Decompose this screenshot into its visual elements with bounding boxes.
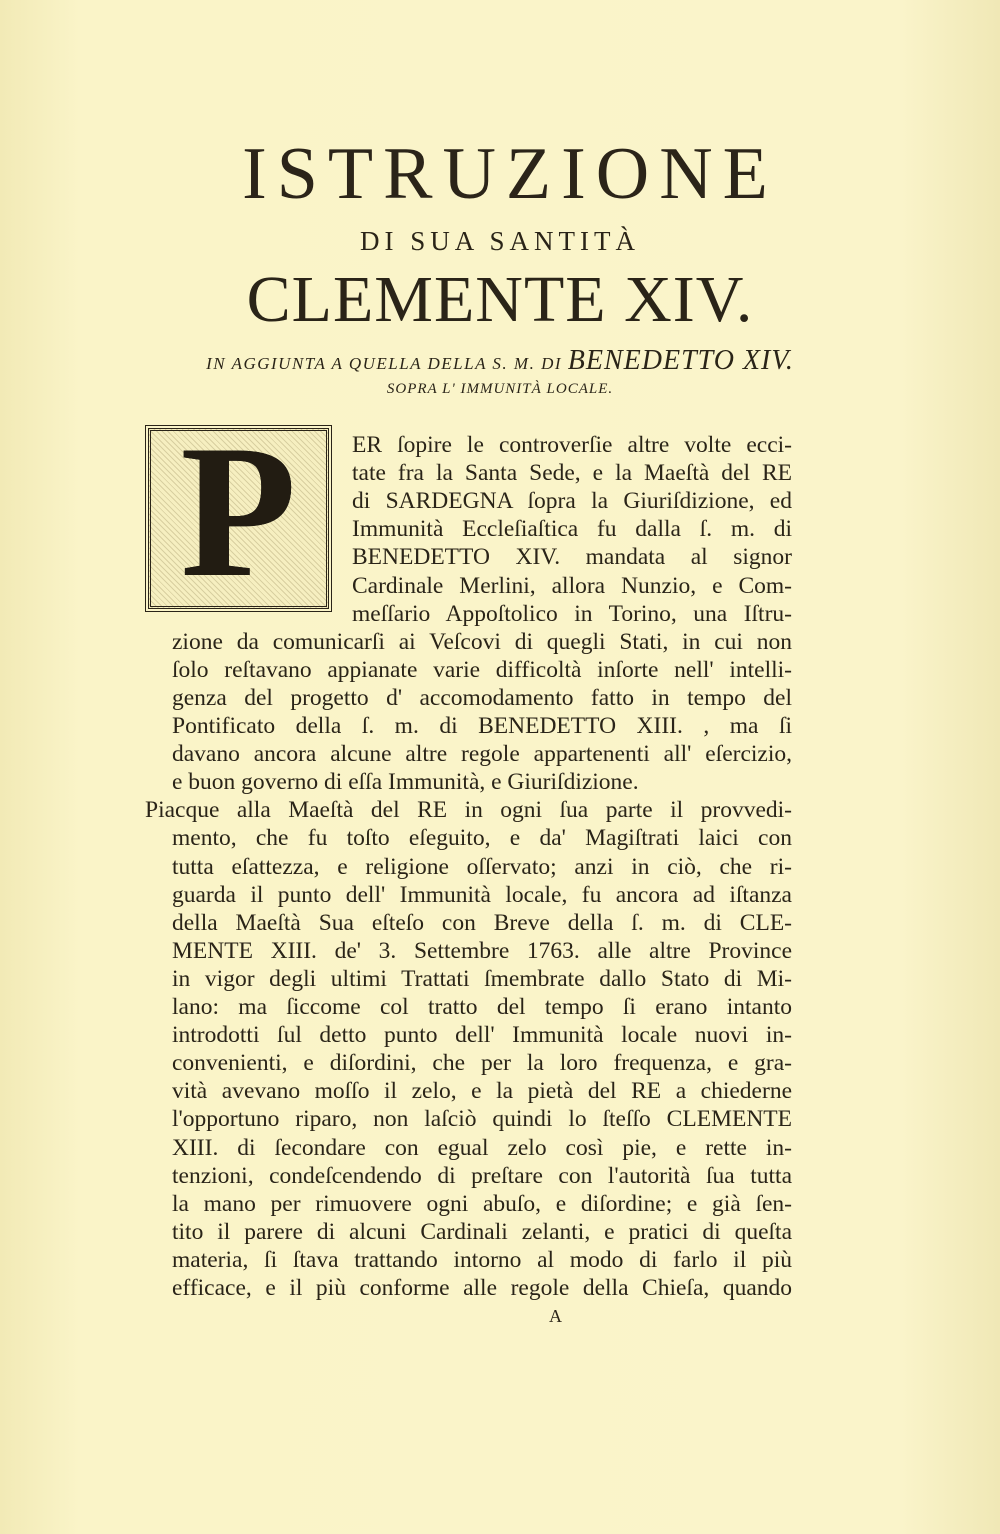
text-line: davano ancora alcune altre regole appartenenti all' eſercizio, — [172, 741, 792, 768]
document-title: ISTRUZIONE — [242, 133, 778, 215]
text-line: la mano per rimuovere ogni abuſo, e diſordine; e già ſen- — [172, 1190, 792, 1217]
text-line: genza del progetto d' accomodamento fatto in tempo del — [172, 684, 792, 711]
text-line: BENEDETTO XIV. mandata al signor — [352, 544, 792, 571]
text-line: efficace, e il più conforme alle regole della Chieſa, quando — [172, 1275, 792, 1301]
text-line: ſolo reſtavano appianate varie difficoltà inſorte nell' intelli- — [172, 656, 792, 683]
pope-name: CLEMENTE XIV. — [246, 263, 754, 336]
text-line: l'opportuno riparo, non laſciò quindi lo ſteſſo CLEMENTE — [172, 1106, 792, 1133]
addition-line — [0, 345, 1000, 377]
text-line: Pontificato della ſ. m. di BENEDETTO XIII. , ma ſi — [172, 713, 792, 739]
text-line: mento, che fu toſto eſeguito, e da' Magiſtrati laici con — [172, 825, 792, 852]
text-line: Cardinale Merlini, allora Nunzio, e Com- — [352, 572, 792, 599]
text-line: tenzioni, condeſcendendo di preſtare con l'autorità ſua tutta — [172, 1162, 792, 1189]
text-line: della Maeſtà Sua eſteſo con Breve della ſ. m. di CLE- — [172, 909, 792, 936]
text-line: tate fra la Santa Sede, e la Maeſtà del RE — [352, 460, 792, 487]
text-line: zione da comunicarſi ai Veſcovi di quegli Stati, in cui non — [172, 628, 792, 655]
text-line: Immunità Eccleſiaſtica fu dalla ſ. m. di — [352, 516, 792, 543]
text-line: materia, ſi ſtava trattando intorno al modo di farlo il più — [172, 1246, 792, 1273]
document-subtitle: DI SUA SANTITÀ — [359, 226, 640, 256]
text-line: tito il parere di alcuni Cardinali zelanti, e pratici di queſta — [172, 1218, 792, 1245]
text-line: convenienti, e diſordini, che per la loro frequenza, e gra- — [172, 1050, 792, 1077]
addition-prefix: IN AGGIUNTA A QUELLA DELLA S. M. DI — [206, 354, 563, 373]
drop-cap-letter: P — [180, 407, 297, 617]
text-line: in vigor degli ultimi Trattati ſmembrate dallo Stato di Mi- — [172, 965, 792, 992]
addition-name: BENEDETTO XIV. — [567, 345, 794, 376]
text-line: MENTE XIII. de' 3. Settembre 1763. alle altre Province — [172, 937, 792, 964]
text-line: lano: ma ſiccome col tratto del tempo ſi erano intanto — [172, 994, 792, 1020]
text-line: vità avevano moſſo il zelo, e la pietà del RE a chiederne — [172, 1078, 792, 1105]
text-line: Piacque alla Maeſtà del RE in ogni ſua parte il provvedi- — [145, 797, 792, 824]
text-line: meſſario Appoſtolico in Torino, una Iſtru- — [352, 600, 792, 627]
text-line: ER ſopire le controverſie altre volte ecci- — [352, 432, 792, 458]
ornamental-drop-cap — [148, 407, 329, 617]
text-line: guarda il punto dell' Immunità locale, fu ancora ad iſtanza — [172, 881, 792, 908]
text-line: XIII. di ſecondare con egual zelo così pie, e rette in- — [172, 1134, 792, 1161]
topic-line: SOPRA L' IMMUNITÀ LOCALE. — [386, 381, 614, 397]
signature-mark: A — [549, 1306, 562, 1326]
text-line: di SARDEGNA ſopra la Giuriſdizione, ed — [352, 488, 792, 515]
text-line: e buon governo di eſſa Immunità, e Giuriſdizione. — [172, 769, 639, 796]
text-line: tutta eſattezza, e religione oſſervato; anzi in ciò, che ri- — [172, 853, 792, 880]
text-line: introdotti ſul detto punto dell' Immunità locale nuovi in- — [172, 1022, 792, 1049]
